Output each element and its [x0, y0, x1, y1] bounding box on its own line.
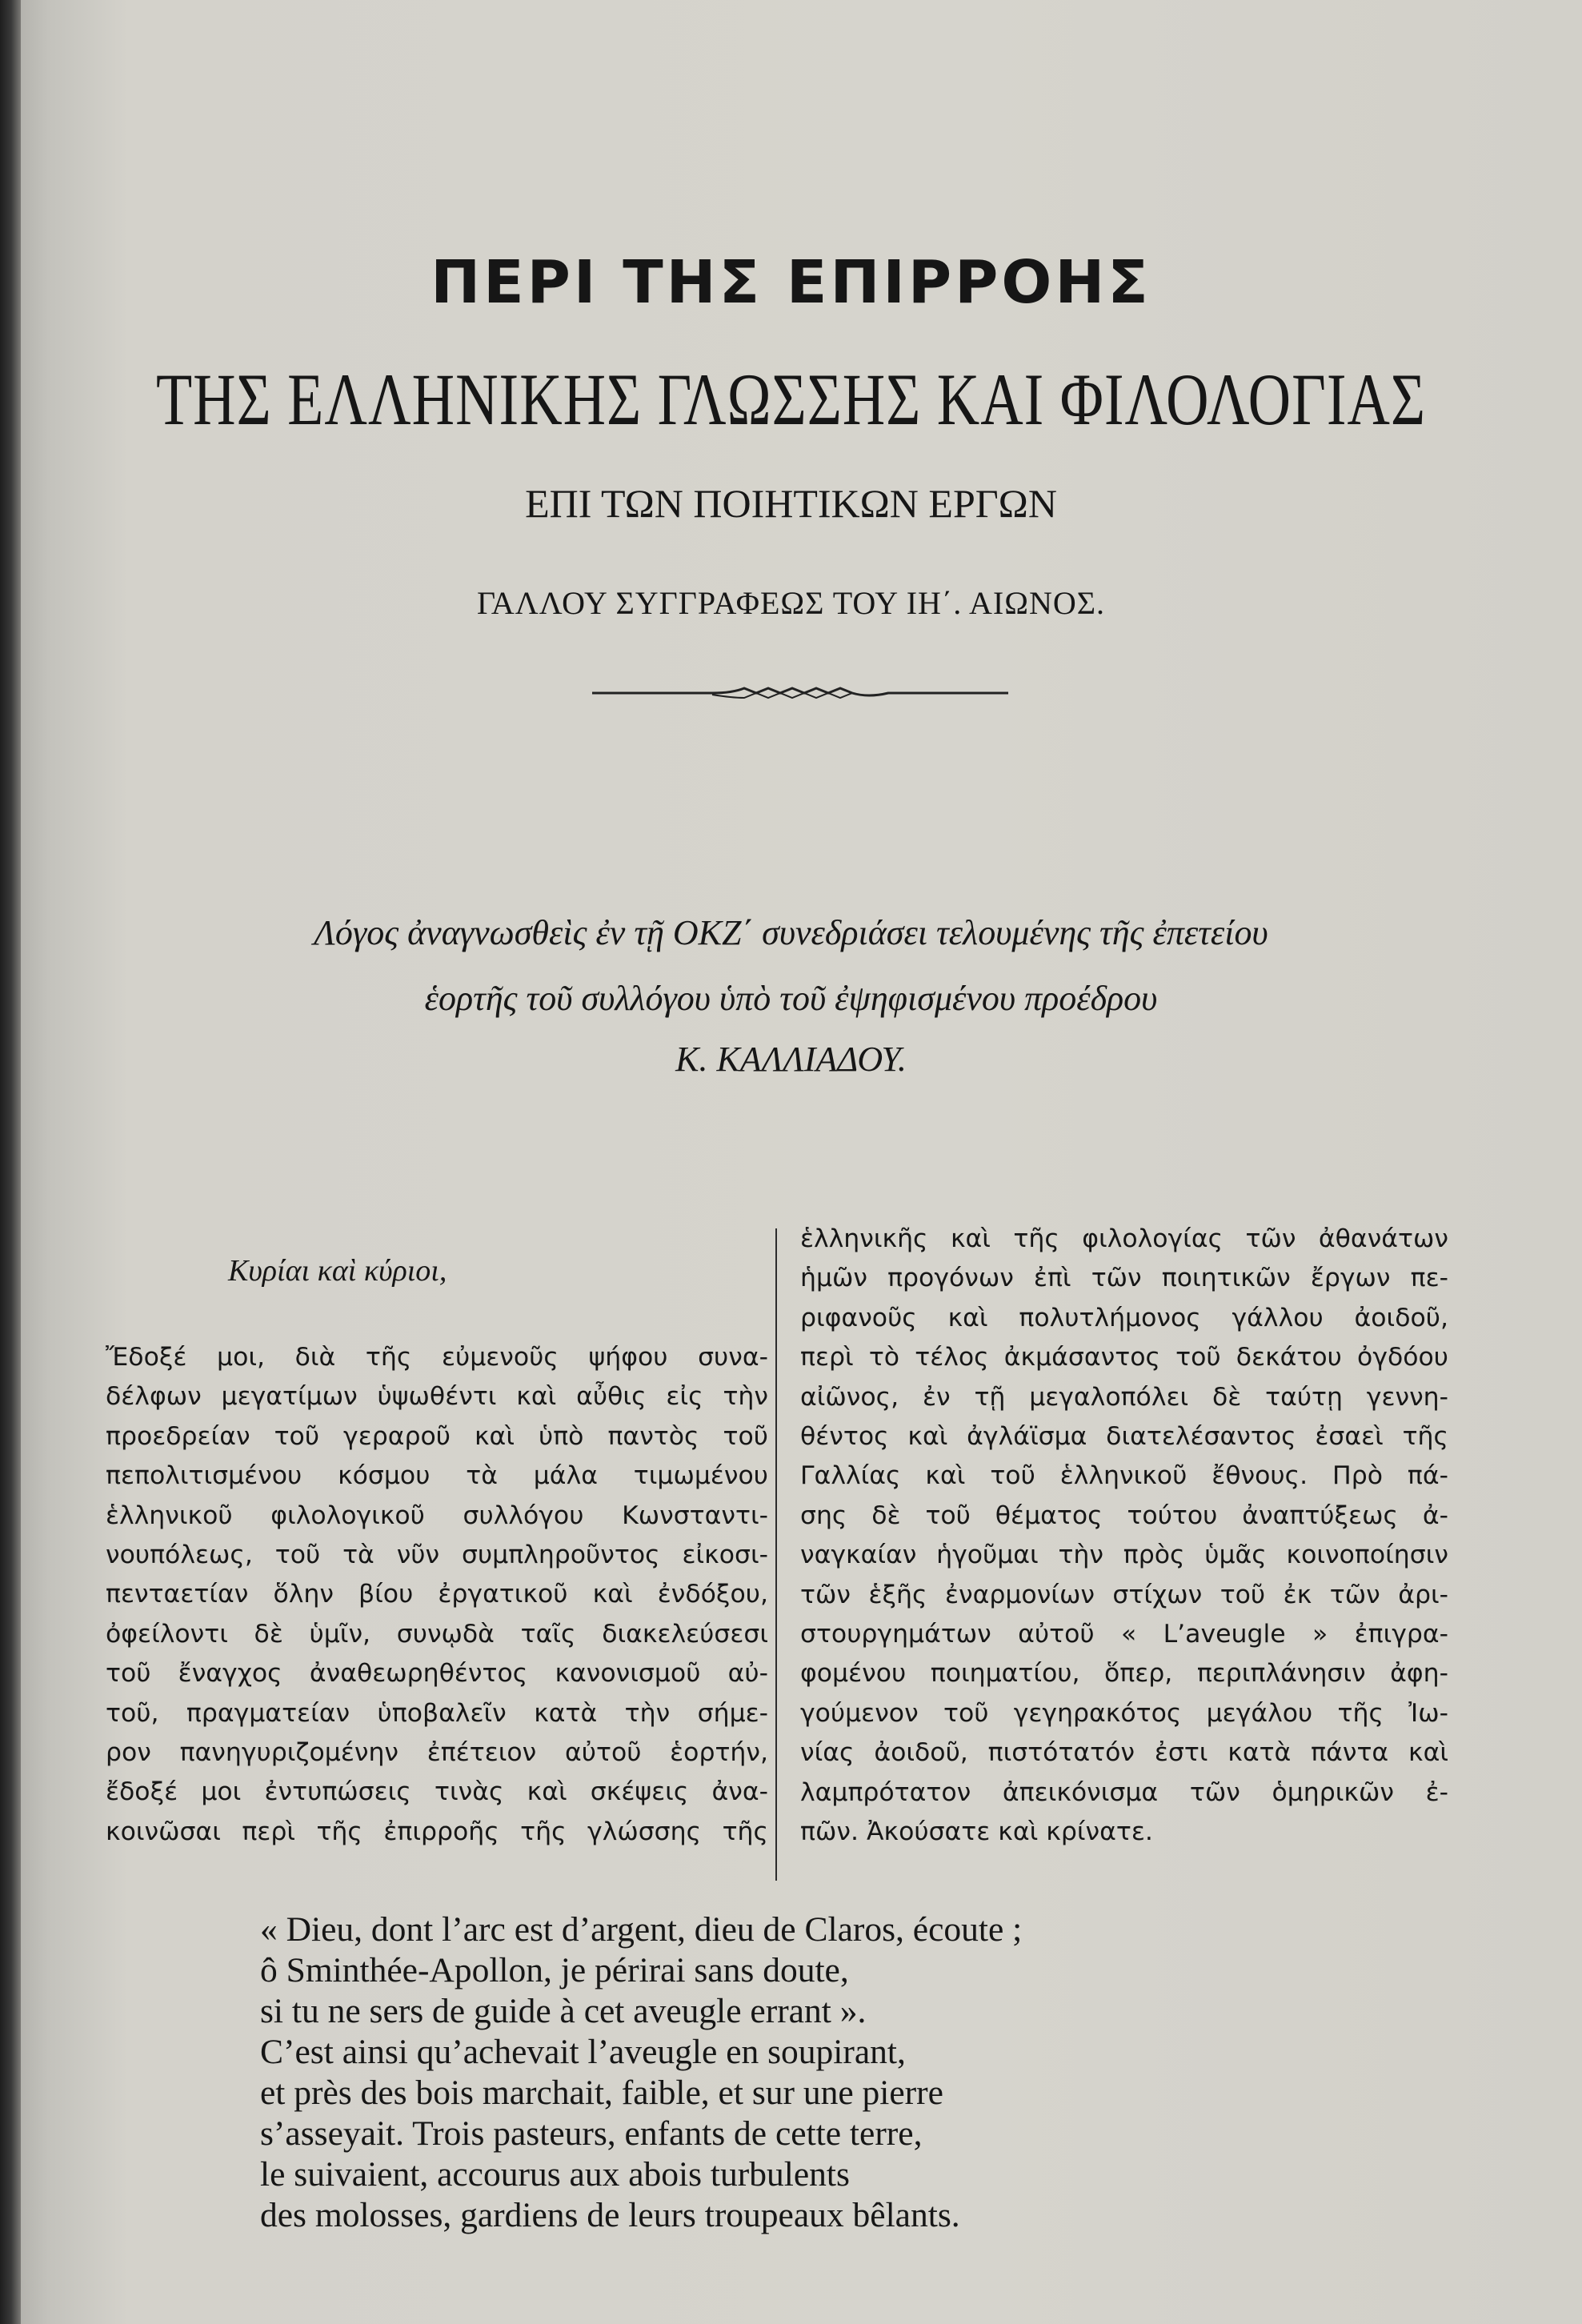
- text-line: s’asseyait. Trois pasteurs, enfants de cette terre,: [260, 2114, 923, 2153]
- text-line: σης δὲ τοῦ θέματος τούτου ἀναπτύξεως ἀ-: [800, 1501, 1448, 1530]
- subtitle-line-3: Κ. ΚΑΛΛΙΑΔΟΥ.: [675, 1040, 907, 1079]
- text-line: ἑλληνικοῦ φιλολογικοῦ συλλόγου Κωνσταντι-: [106, 1501, 768, 1530]
- ornament-divider: [592, 677, 1008, 709]
- right-column-text: [800, 1220, 1448, 1853]
- text-line: ναγκαίαν ἡγοῦμαι τὴν πρὸς ὑμᾶς κοινοποίησιν: [800, 1541, 1448, 1570]
- title-line-3: ΕΠΙ ΤΩΝ ΠΟΙΗΤΙΚΩΝ ΕΡΓΩΝ: [525, 481, 1057, 526]
- title-line-2: ΤΗΣ ΕΛΛΗΝΙΚΗΣ ΓΛΩΣΣΗΣ ΚΑΙ ΦΙΛΟΛΟΓΙΑΣ: [155, 359, 1427, 442]
- text-line: τοῦ, πραγματείαν ὑποβαλεῖν κατὰ τὴν σήμε-: [106, 1698, 768, 1728]
- column-divider: [775, 1228, 777, 1881]
- text-line: γούμενον τοῦ γεγηρακότος μεγάλου τῆς Ἰω-: [800, 1698, 1448, 1728]
- text-line: si tu ne sers de guide à cet aveugle errant ».: [260, 1992, 867, 2030]
- text-line: et près des bois marchait, faible, et sur une pierre: [260, 2074, 943, 2112]
- title-line-4: ΓΑΛΛΟΥ ΣΥΓΓΡΑΦΕΩΣ ΤΟΥ ΙΗ΄. ΑΙΩΝΟΣ.: [476, 585, 1106, 621]
- text-line: πενταετίαν ὅλην βίου ἐργατικοῦ καὶ ἐνδόξου,: [106, 1580, 768, 1609]
- title-line-1: ΠΕΡΙ ΤΗΣ ΕΠΙΡΡΟΗΣ: [431, 248, 1151, 317]
- left-column-text: [106, 1338, 768, 1852]
- text-line: πεπολιτισμένου κόσμου τὰ μάλα τιμωμένου: [106, 1461, 768, 1491]
- text-line: ἔδοξέ μοι ἐντυπώσεις τινὰς καὶ σκέψεις ἀνα-: [106, 1777, 768, 1807]
- text-line: « Dieu, dont l’arc est d’argent, dieu de Claros, écoute ;: [260, 1910, 1023, 1949]
- text-line: προεδρείαν τοῦ γεραροῦ καὶ ὑπὸ παντὸς τοῦ: [106, 1421, 768, 1451]
- text-line: φομένου ποιηματίου, ὅπερ, περιπλάνησιν ἀφη-: [800, 1659, 1448, 1689]
- text-line: αἰῶνος, ἐν τῇ μεγαλοπόλει δὲ ταύτῃ γεννη-: [800, 1382, 1448, 1412]
- text-line: νουπόλεως, τοῦ τὰ νῦν συμπληροῦντος εἰκοσι-: [106, 1541, 768, 1570]
- text-line: θέντος καὶ ἀγλάϊσμα διατελέσαντος ἐσαεὶ τῆς: [800, 1422, 1448, 1452]
- text-line: νίας ἀοιδοῦ, πιστότατόν ἐστι κατὰ πάντα καὶ: [800, 1738, 1448, 1768]
- text-line: ὀφείλοντι δὲ ὑμῖν, συνῳδὰ ταῖς διακελεύσεσι: [106, 1619, 768, 1649]
- text-line: ριφανοῦς καὶ πολυτλήμονος γάλλου ἀοιδοῦ,: [800, 1303, 1448, 1332]
- text-line: C’est ainsi qu’achevait l’aveugle en soupirant,: [260, 2033, 906, 2071]
- text-line: ρον πανηγυριζομένην ἐπέτειον αὐτοῦ ἑορτήν,: [106, 1738, 768, 1768]
- text-line: ἑλληνικῆς καὶ τῆς φιλολογίας τῶν ἀθανάτων: [800, 1224, 1448, 1253]
- salutation: Κυρίαι καὶ κύριοι,: [228, 1254, 447, 1288]
- text-line: κοινῶσαι περὶ τῆς ἐπιρροῆς τῆς γλώσσης τῆς: [106, 1817, 768, 1846]
- text-line: περὶ τὸ τέλος ἀκμάσαντος τοῦ δεκάτου ὀγδόου: [800, 1343, 1448, 1372]
- book-spine-shadow: [0, 0, 21, 2324]
- text-line: λαμπρότατον ἀπεικόνισμα τῶν ὁμηρικῶν ἐ-: [800, 1777, 1448, 1807]
- text-line: le suivaient, accourus aux abois turbulents: [260, 2155, 850, 2194]
- text-line: ἡμῶν προγόνων ἐπὶ τῶν ποιητικῶν ἔργων πε-: [800, 1264, 1448, 1293]
- text-line: ô Sminthée-Apollon, je périrai sans doute,: [260, 1951, 849, 1989]
- text-line: τῶν ἑξῆς ἐναρμονίων στίχων τοῦ ἐκ τῶν ἀρι-: [800, 1580, 1448, 1609]
- french-poem: [260, 1909, 1022, 2236]
- text-line: δέλφων μεγατίμων ὑψωθέντι καὶ αὖθις εἰς τὴν: [106, 1382, 768, 1412]
- text-line: πῶν. Ἀκούσατε καὶ κρίνατε.: [800, 1817, 1153, 1847]
- text-line: στουργημάτων αὐτοῦ « L’aveugle » ἐπιγρα-: [800, 1620, 1448, 1649]
- text-line: Γαλλίας καὶ τοῦ ἑλληνικοῦ ἔθνους. Πρὸ πά-: [800, 1461, 1448, 1491]
- subtitle-line-2: ἑορτῆς τοῦ συλλόγου ὑπὸ τοῦ ἐψηφισμένου προέδρου: [424, 979, 1158, 1018]
- text-line: des molosses, gardiens de leurs troupeaux bêlants.: [260, 2196, 960, 2234]
- text-line: Ἔδοξέ μοι, διὰ τῆς εὐμενοῦς ψήφου συνα-: [106, 1343, 768, 1372]
- text-line: τοῦ ἔναγχος ἀναθεωρηθέντος κανονισμοῦ αὐ-: [106, 1659, 768, 1689]
- subtitle-line-1: Λόγος ἀναγνωσθεὶς ἐν τῇ ΟΚΖ΄ συνεδριάσει τελουμένης τῆς ἐπετείου: [314, 913, 1268, 952]
